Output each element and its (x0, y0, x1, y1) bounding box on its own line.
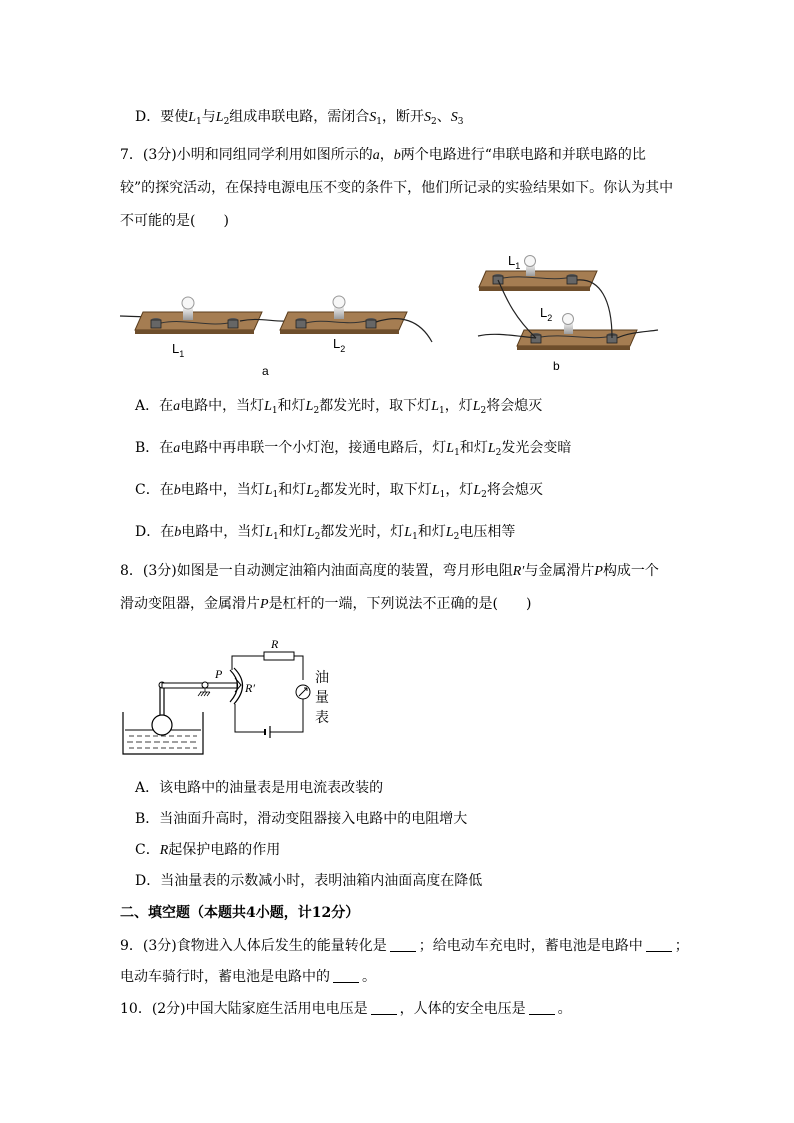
label-p: P (215, 667, 223, 681)
question-number: 10．(2分) (120, 1001, 186, 1017)
q8-option-b: B．当油面升高时，滑动变阻器接入电路中的电阻增大 (135, 811, 468, 827)
answer-blank[interactable] (333, 968, 359, 983)
label-l1-a: $L_1$ (172, 341, 185, 359)
question-number: 7．(3分) (120, 147, 177, 163)
q7-option-d: D．在b电路中，当灯$L_1$和灯$L_2$都发光时，灯$L_1$和灯$L_2$电压相等 (135, 524, 516, 542)
q8-option-c: C．R起保护电路的作用 (135, 842, 281, 858)
caption-b: b (553, 359, 560, 373)
lamp-l1-a (182, 297, 194, 320)
circuit-wires (232, 652, 310, 738)
q10-line1: 10．(2分)中国大陆家庭生活用电电压是 ，人体的安全电压是 。 (120, 1001, 572, 1017)
answer-blank[interactable] (371, 1000, 397, 1015)
answer-blank[interactable] (390, 937, 416, 952)
q8-option-a: A．该电路中的油量表是用电流表改装的 (135, 780, 384, 796)
question-number: 9．(3分) (120, 938, 177, 954)
lamp-l1-b (525, 256, 536, 277)
q8-stem-line2: 滑动变阻器，金属滑片P是杠杆的一端，下列说法不正确的是( ) (120, 596, 532, 612)
q7-stem-line3: 不可能的是( ) (120, 213, 229, 229)
label-l2-a: $L_2$ (333, 336, 346, 354)
q7-option-b: B．在a电路中再串联一个小灯泡，接通电路后，灯$L_1$和灯$L_2$发光会变暗 (135, 440, 572, 458)
lamp-l2-b (563, 314, 574, 335)
q7-option-c: C．在b电路中，当灯$L_1$和灯$L_2$都发光时，取下灯$L_1$，灯$L_2$将会熄灭 (135, 482, 543, 500)
q8-stem-line1: 8．(3分)如图是一自动测定油箱内油面高度的装置，弯月形电阻R′与金属滑片P构成一个 (120, 563, 659, 579)
label-r-prime: R′ (245, 681, 255, 695)
label-l1-b: $L_1$ (508, 253, 521, 271)
q9-line2: 电动车骑行时，蓄电池是电路中的 。 (120, 969, 376, 985)
answer-blank[interactable] (529, 1000, 555, 1015)
meter-label-3: 表 (315, 710, 329, 726)
meter-label-1: 油 (315, 670, 329, 686)
meter-label-2: 量 (315, 690, 329, 706)
option-letter: D (135, 109, 147, 125)
q6-option-d: D．要使$L_1$与$L_2$组成串联电路，需闭合$S_1$，断开$S_2$、$S_3$ (135, 109, 464, 127)
q7-option-a: A．在a电路中，当灯$L_1$和灯$L_2$都发光时，取下灯$L_1$，灯$L_2$将会熄灭 (135, 398, 543, 416)
q8-oil-gauge-figure (115, 632, 355, 762)
lever (162, 678, 241, 696)
label-r: R (271, 637, 279, 651)
circuit-a (120, 296, 432, 378)
answer-blank[interactable] (646, 937, 672, 952)
lamp-l2-a (333, 296, 345, 319)
caption-a: a (262, 364, 269, 378)
fixed-resistor (264, 652, 294, 660)
q7-circuit-figure (0, 250, 794, 380)
q7-stem-line2: 较”的探究活动，在保持电源电压不变的条件下，他们所记录的实验结果如下。你认为其中 (120, 180, 674, 196)
label-l2-b: $L_2$ (540, 305, 553, 323)
float-ball (152, 715, 172, 735)
question-number: 8．(3分) (120, 563, 177, 579)
q9-line1: 9．(3分)食物进入人体后发生的能量转化是 ；给电动车充电时，蓄电池是电路中 ； (120, 938, 689, 954)
circuit-b (478, 253, 658, 373)
section-title: 二、填空题（本题共4小题，计12分） (120, 905, 360, 921)
q7-stem-line1: 7．(3分)小明和同组同学利用如图所示的a，b两个电路进行“串联电路和并联电路的比 (120, 147, 646, 163)
q8-option-d: D．当油量表的示数减小时，表明油箱内油面高度在降低 (135, 873, 483, 889)
